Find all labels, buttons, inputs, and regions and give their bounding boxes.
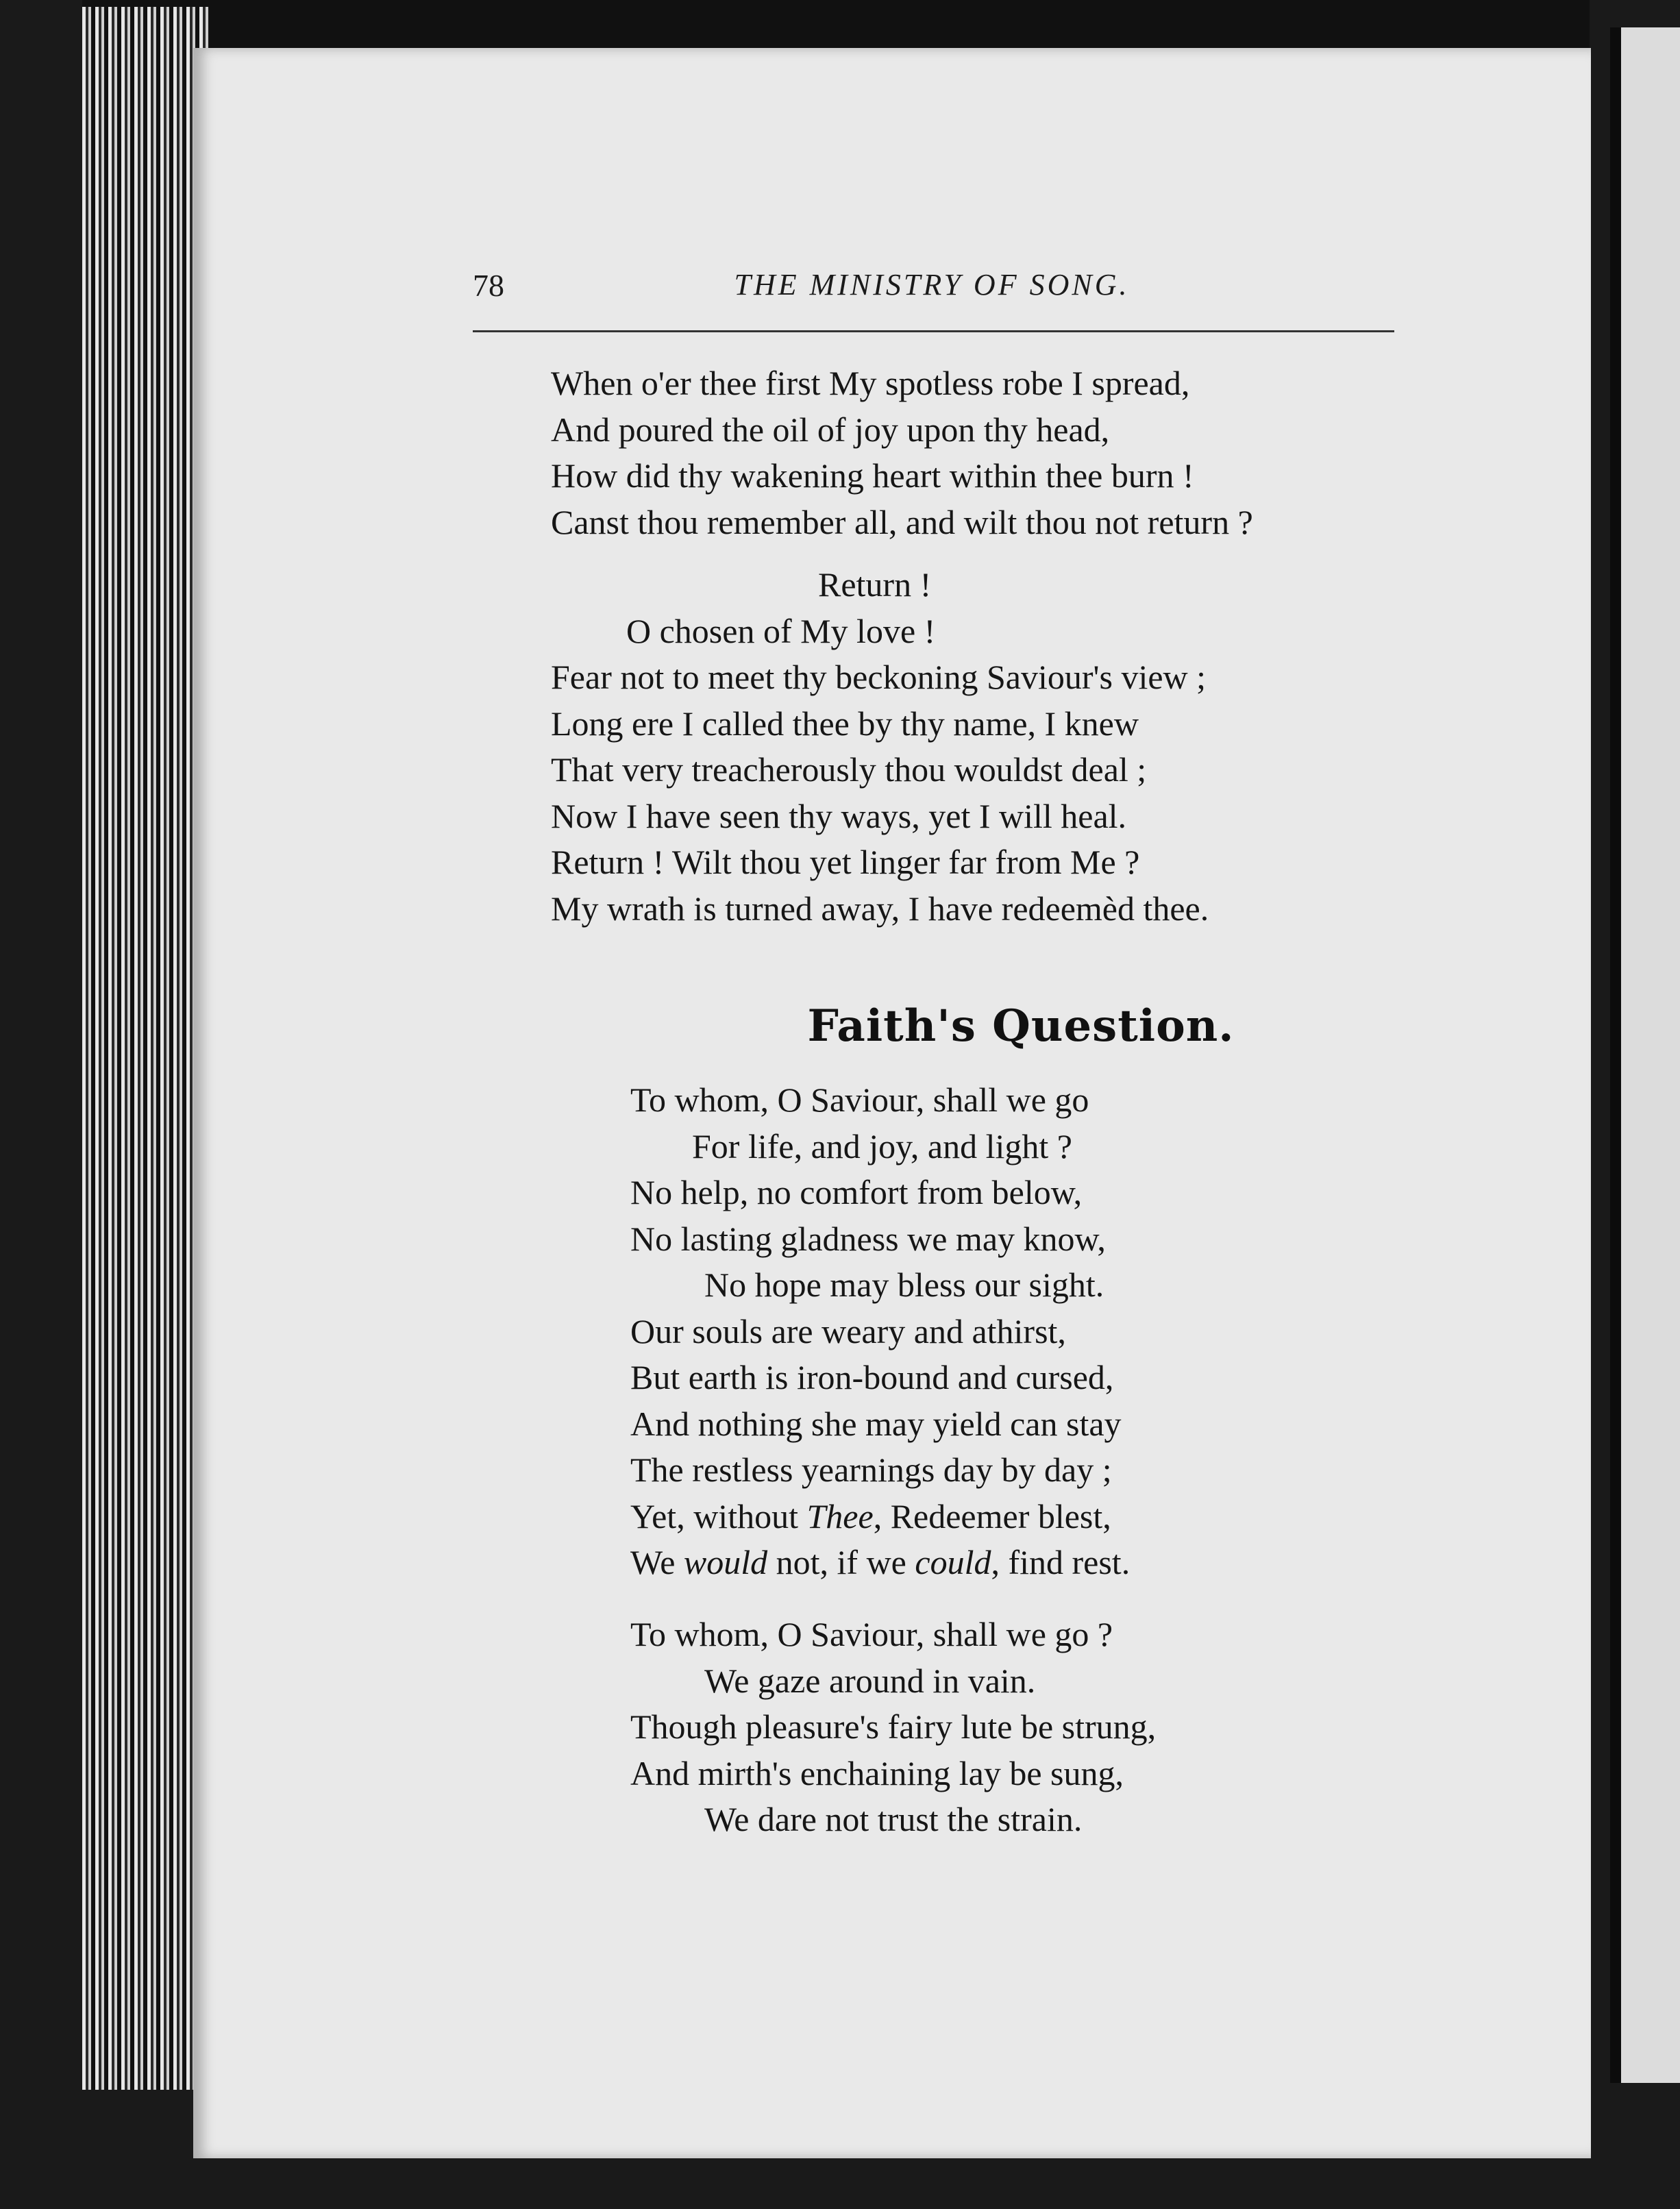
italic-text-run: could	[915, 1543, 991, 1581]
poem-line: And mirth's enchaining lay be sung,	[630, 1753, 1124, 1792]
poem-line: But earth is iron-bound and cursed,	[630, 1358, 1114, 1396]
poem-line: Our souls are weary and athirst,	[630, 1311, 1066, 1350]
poem-line: And nothing she may yield can stay	[630, 1404, 1122, 1443]
poem-line: Now I have seen thy ways, yet I will heal.	[551, 796, 1127, 835]
poem-line: How did thy wakening heart within thee burn !	[551, 456, 1194, 495]
poem-line: To whom, O Saviour, shall we go	[630, 1081, 1089, 1119]
poem-line: We dare not trust the strain.	[704, 1800, 1083, 1838]
italic-text-run: Thee	[806, 1496, 874, 1535]
poem-line: To whom, O Saviour, shall we go ?	[630, 1615, 1113, 1653]
poem-line-thee	[630, 1494, 1130, 1540]
text-run: not, if we	[767, 1543, 915, 1581]
poem-two-stanza-d	[630, 1612, 1156, 1843]
poem-line: That very treacherously thou wouldst deal ;	[551, 750, 1147, 789]
running-head	[473, 267, 1391, 322]
poem-line: No hope may bless our sight.	[704, 1266, 1104, 1304]
italic-text-run: would	[683, 1543, 768, 1581]
text-run: Yet, without	[630, 1496, 807, 1535]
poem-line: The restless yearnings day by day ;	[630, 1451, 1112, 1489]
poem-line: Long ere I called thee by thy name, I knew	[551, 704, 1139, 743]
poem-title: Faith's Question.	[807, 1000, 1235, 1052]
poem-line: No lasting gladness we may know,	[630, 1219, 1106, 1258]
poem-line: Canst thou remember all, and wilt thou not return ?	[551, 502, 1253, 541]
text-run: We	[630, 1543, 684, 1581]
facing-page-edge	[1610, 27, 1680, 2083]
poem-line: Fear not to meet thy beckoning Saviour's view ;	[551, 658, 1207, 696]
running-title: THE MINISTRY OF SONG.	[734, 268, 1130, 301]
text-run: , find rest.	[991, 1543, 1131, 1581]
poem-line: My wrath is turned away, I have redeemèd thee.	[551, 889, 1209, 928]
poem-line: For life, and joy, and light ?	[692, 1126, 1072, 1165]
poem-line: Return !	[818, 565, 932, 604]
text-run: , Redeemer blest,	[873, 1496, 1111, 1535]
poem-line: Return ! Wilt thou yet linger far from Me ?	[551, 843, 1140, 881]
header-rule	[473, 330, 1394, 332]
poem-one-stanza-b	[551, 562, 1209, 932]
book-edge-top	[82, 0, 1590, 48]
poem-line: No help, no comfort from below,	[630, 1173, 1083, 1211]
poem-line: Though pleasure's fairy lute be strung,	[630, 1707, 1157, 1746]
poem-line-would	[630, 1540, 1130, 1586]
poem-two-stanza-c	[630, 1077, 1130, 1586]
poem-line: When o'er thee first My spotless robe I spread,	[551, 364, 1190, 402]
poem-line: We gaze around in vain.	[704, 1661, 1036, 1700]
poem-one-stanza-a	[551, 360, 1253, 545]
page-number: 78	[473, 268, 504, 303]
poem-line: And poured the oil of joy upon thy head,	[551, 410, 1110, 449]
poem-line: O chosen of My love !	[626, 611, 936, 650]
